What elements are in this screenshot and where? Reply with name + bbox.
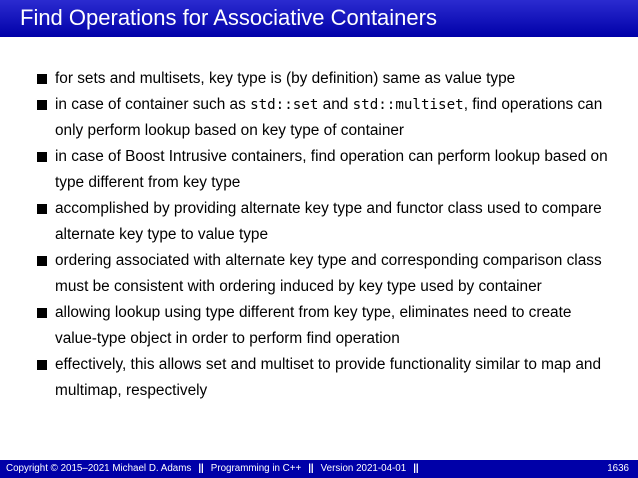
bullet-text-part: , find operations can only perform lookup based on key type of container [55,96,603,139]
bullet-text: for sets and multisets, key type is (by definition) same as value type [55,70,516,87]
bullet-list [37,66,617,404]
title-bar [0,0,638,37]
square-bullet-icon [37,204,47,214]
bullet-item-3 [37,144,617,196]
footer-course: Programming in C++ [210,463,302,474]
square-bullet-icon [37,74,47,84]
square-bullet-icon [37,360,47,370]
footer-info [6,460,426,478]
slide-title: Find Operations for Associative Containers [20,5,437,30]
bullet-text: accomplished by providing alternate key type and functor class used to compare alternate key type to value type [55,200,602,243]
bullet-text: effectively, this allows set and multiset to provide functionality similar to map and multimap, respectively [55,356,602,399]
bullet-item-4 [37,196,617,248]
bullet-text-part: and [318,96,353,113]
bullet-text-part: in case of container such as [55,96,251,113]
square-bullet-icon [37,152,47,162]
footer-separator: || [198,463,204,474]
bullet-text: ordering associated with alternate key type and corresponding comparison class must be consistent with ordering induced by key type used by container [55,252,602,295]
bullet-text: allowing lookup using type different from key type, eliminates need to create value-type object in order to perform find operation [55,304,572,347]
footer-separator: || [308,463,314,474]
footer-bar [0,460,638,478]
footer-version: Version 2021-04-01 [320,463,407,474]
bullet-text: in case of Boost Intrusive containers, find operation can perform lookup based on type different from key type [55,148,608,191]
bullet-item-7 [37,352,617,404]
page-number: 1636 [607,463,629,474]
bullet-item-5 [37,248,617,300]
bullet-item-6 [37,300,617,352]
square-bullet-icon [37,100,47,110]
code-std-multiset: std::multiset [352,97,464,113]
footer-copyright: Copyright © 2015–2021 Michael D. Adams [6,463,192,474]
square-bullet-icon [37,308,47,318]
code-std-set: std::set [250,97,319,113]
bullet-item-2 [37,92,617,144]
square-bullet-icon [37,256,47,266]
bullet-item-1 [37,66,617,92]
footer-separator: || [413,463,419,474]
